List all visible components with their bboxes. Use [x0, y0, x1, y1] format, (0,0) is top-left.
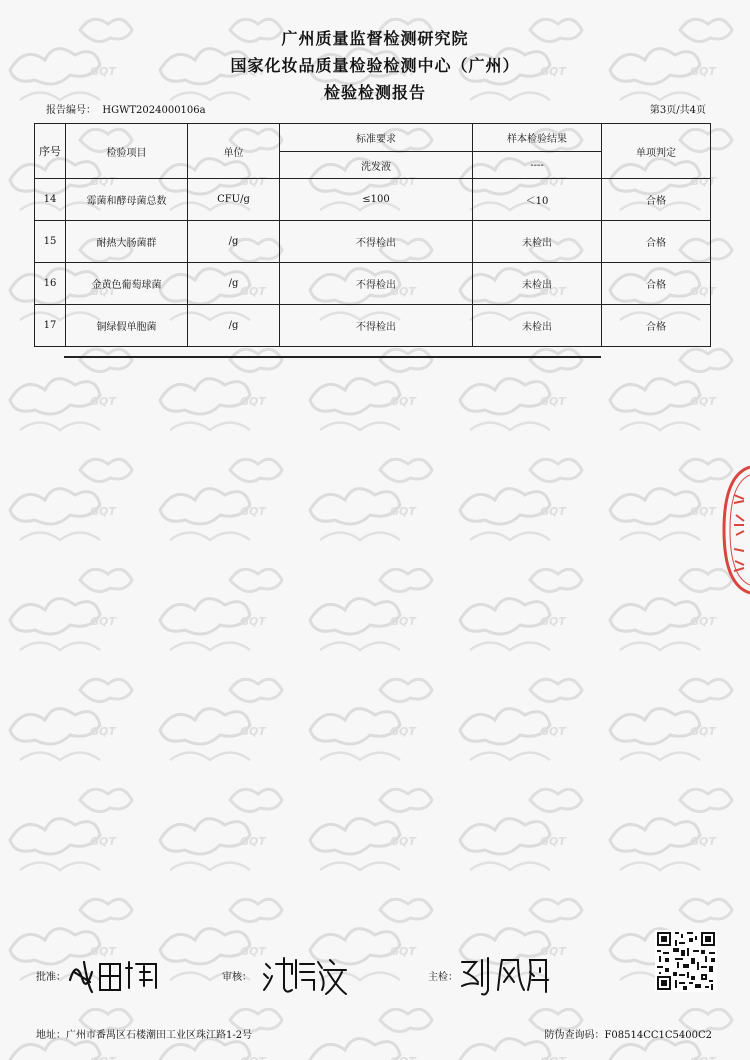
cell-seq: 16 — [35, 263, 66, 305]
institute-title: 广州质量监督检测研究院 — [281, 29, 469, 48]
cell-item: 铜绿假单胞菌 — [66, 305, 188, 347]
cell-judgement: 合格 — [602, 221, 711, 263]
cell-standard: ≤100 — [280, 179, 473, 221]
qr-code — [655, 930, 717, 992]
cell-result: 未检出 — [473, 305, 602, 347]
cell-item: 金黄色葡萄球菌 — [66, 263, 188, 305]
cell-result: 未检出 — [473, 263, 602, 305]
cell-item: 霉菌和酵母菌总数 — [66, 179, 188, 221]
column-header-seq: 序号 — [35, 124, 66, 179]
review-label: 审核： — [222, 972, 252, 983]
cell-judgement: 合格 — [602, 263, 711, 305]
inspect-label: 主检： — [428, 972, 458, 983]
report-number — [46, 101, 206, 116]
column-header-result: 样本检验结果 — [473, 124, 602, 152]
center-title: 国家化妆品质量检验检测中心（广州） — [230, 56, 520, 75]
cell-item: 耐热大肠菌群 — [66, 221, 188, 263]
cell-judgement: 合格 — [602, 305, 711, 347]
approve-label: 批准： — [36, 972, 66, 983]
report-number-label: 报告编号： — [46, 105, 96, 116]
cell-unit: /g — [188, 221, 280, 263]
column-subheader-result: ---- — [473, 152, 602, 179]
cell-seq: 14 — [35, 179, 66, 221]
cell-result: ＜10 — [473, 179, 602, 221]
column-subheader-standard: 洗发液 — [280, 152, 473, 179]
table-row — [35, 263, 711, 305]
table-row — [35, 305, 711, 347]
table-row — [35, 221, 711, 263]
reviewer-signature — [262, 950, 352, 996]
cell-standard: 不得检出 — [280, 221, 473, 263]
signature-row — [0, 950, 750, 1000]
anti-counterfeit-code: 防伪查询码：F08514CC1C5400C2 — [544, 1030, 712, 1041]
report-number-value: HGWT2024000106a — [102, 105, 206, 116]
cell-standard: 不得检出 — [280, 263, 473, 305]
cell-standard: 不得检出 — [280, 305, 473, 347]
cell-seq: 17 — [35, 305, 66, 347]
page-info: 第3页/共4页 — [649, 105, 706, 116]
column-header-item: 检验项目 — [66, 124, 188, 179]
address: 地址：广州市番禺区石楼潮田工业区珠江路1-2号 — [36, 1030, 253, 1041]
cell-result: 未检出 — [473, 221, 602, 263]
column-header-judgement: 单项判定 — [602, 124, 711, 179]
cell-seq: 15 — [35, 221, 66, 263]
seal-stamp-partial — [722, 465, 750, 595]
cell-unit: /g — [188, 305, 280, 347]
table-row — [35, 179, 711, 221]
report-title: 检验检测报告 — [323, 83, 426, 102]
cell-unit: /g — [188, 263, 280, 305]
cell-judgement: 合格 — [602, 179, 711, 221]
approver-signature — [66, 950, 166, 996]
table-end-rule — [64, 356, 601, 358]
column-header-standard: 标准要求 — [280, 124, 473, 152]
results-table — [34, 123, 711, 347]
inspector-signature — [458, 950, 554, 996]
column-header-unit: 单位 — [188, 124, 280, 179]
cell-unit: CFU/g — [188, 179, 280, 221]
